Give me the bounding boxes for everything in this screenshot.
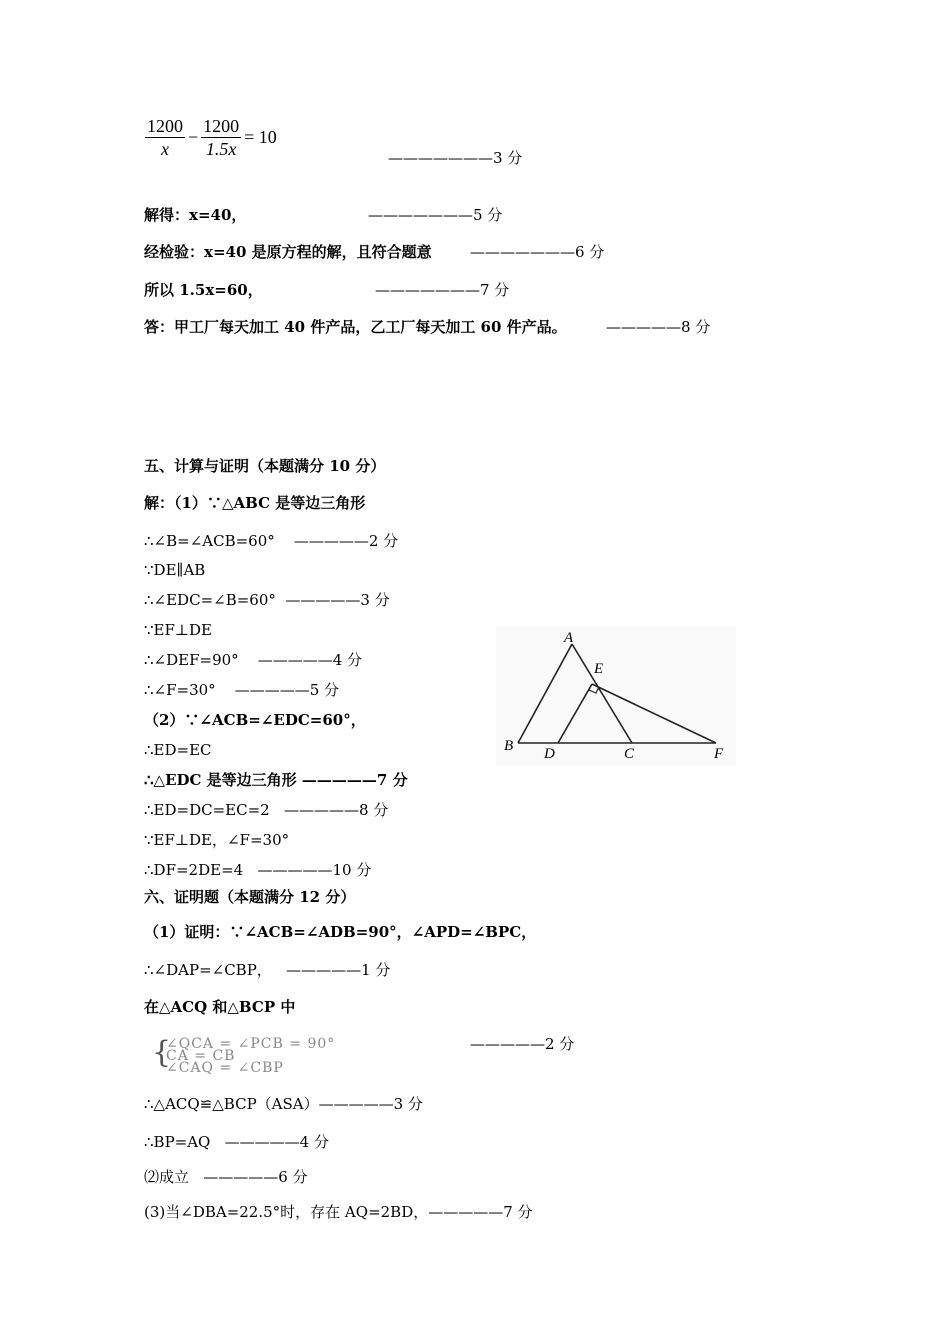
q5-title: 五、计算与证明（本题满分 10 分） [144, 457, 386, 475]
q6-title: 六、证明题（本题满分 12 分） [144, 888, 356, 906]
fraction-2-denominator: 1.5x [205, 139, 237, 159]
q4-therefore-line: 所以 1.5x=60， [144, 281, 263, 299]
equation-rhs: = 10 [244, 127, 277, 147]
q6-line-7: (3)当∠DBA=22.5°时，存在 AQ=2BD，—————7 分 [144, 1203, 533, 1221]
q5-line-11: ∴ED=DC=EC=2 —————8 分 [144, 801, 389, 819]
q4-answer-score: —————8 分 [606, 318, 711, 336]
q6-line-1: （1）证明：∵∠ACB=∠ADB=90°，∠APD=∠BPC， [144, 923, 537, 941]
system-brace: { [152, 1035, 172, 1070]
fraction-2 [201, 115, 241, 160]
system-row-3: ∠CAQ = ∠CBP [166, 1060, 284, 1076]
triangle-figure [496, 626, 736, 766]
q4-solve-score: ———————5 分 [368, 206, 503, 224]
equation-score: ———————3 分 [388, 149, 523, 167]
q6-line-2: ∴∠DAP=∠CBP， —————1 分 [144, 961, 391, 979]
q5-line-13: ∴DF=2DE=4 —————10 分 [144, 861, 372, 879]
q5-line-3: ∵DE∥AB [144, 561, 206, 579]
q6-line-6: ⑵成立 —————6 分 [144, 1168, 308, 1186]
q5-line-10: ∴△EDC 是等边三角形 —————7 分 [144, 771, 408, 789]
q4-therefore-score: ———————7 分 [375, 281, 510, 299]
q5-line-8: （2）∵∠ACB=∠EDC=60°， [144, 711, 366, 729]
q5-line-5: ∵EF⊥DE [144, 621, 212, 639]
q5-line-1: 解：（1）∵△ABC 是等边三角形 [144, 494, 366, 512]
fraction-1 [145, 115, 185, 160]
q5-line-4: ∴∠EDC=∠B=60° —————3 分 [144, 591, 390, 609]
label-d: D [544, 746, 555, 762]
q4-answer-line: 答：甲工厂每天加工 40 件产品，乙工厂每天加工 60 件产品。 [144, 318, 567, 336]
fraction-1-numerator: 1200 [147, 116, 183, 136]
fraction-2-numerator: 1200 [203, 116, 240, 136]
label-a: A [564, 630, 574, 646]
fraction-equation [145, 115, 280, 160]
q5-line-7: ∴∠F=30° —————5 分 [144, 681, 340, 699]
label-f: F [714, 746, 724, 762]
q6-line-3: 在△ACQ 和△BCP 中 [144, 998, 296, 1016]
q6-line-4: ∴△ACQ≌△BCP（ASA）—————3 分 [144, 1095, 423, 1113]
congruence-system [152, 1035, 462, 1076]
system-score: —————2 分 [470, 1035, 575, 1053]
label-b: B [504, 738, 514, 754]
minus-sign: − [188, 127, 199, 147]
q4-solve-line: 解得：x=40， [144, 206, 247, 224]
fraction-1-denominator: x [161, 139, 169, 159]
q5-line-6: ∴∠DEF=90° —————4 分 [144, 651, 363, 669]
q5-line-9: ∴ED=EC [144, 741, 212, 759]
q5-line-12: ∵EF⊥DE，∠F=30° [144, 831, 290, 849]
q4-check-line: 经检验：x=40 是原方程的解，且符合题意 [144, 243, 432, 261]
q6-line-5: ∴BP=AQ —————4 分 [144, 1133, 329, 1151]
system-row-1: ∠QCA = ∠PCB = 90° [166, 1036, 336, 1052]
q4-check-score: ———————6 分 [470, 243, 605, 261]
label-e: E [594, 661, 604, 677]
system-row-2: CA = CB [166, 1048, 236, 1064]
label-c: C [624, 746, 635, 762]
q5-line-2: ∴∠B=∠ACB=60° —————2 分 [144, 532, 399, 550]
